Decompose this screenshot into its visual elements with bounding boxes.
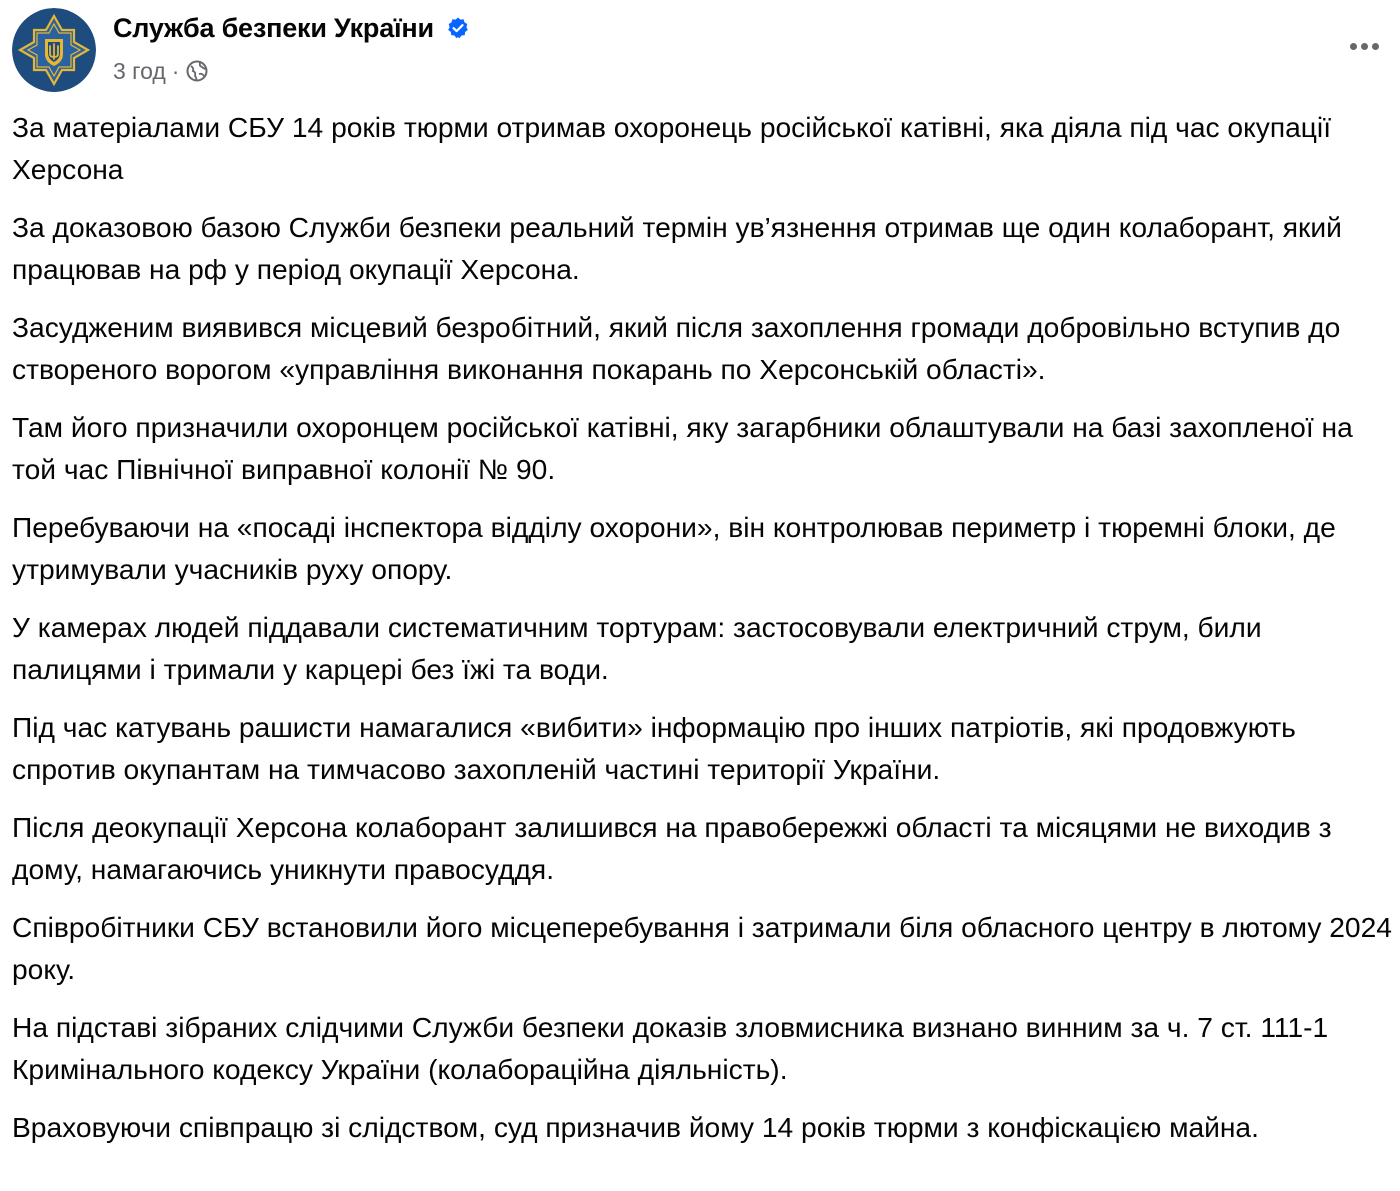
author-row [113,10,470,46]
post-timestamp[interactable]: 3 год [113,57,166,84]
author-name[interactable]: Служба безпеки України [113,12,434,43]
more-dot [1372,43,1379,50]
post-paragraph: Після деокупації Херсона колаборант залишився на правобережжі області та місяцями не виходив з дому, намагаючись уникнути правосуддя. [12,811,1332,885]
post-paragraph: За матеріалами СБУ 14 років тюрми отримав охоронець російської катівні, яка діяла під час окупації Херсона [12,111,1332,185]
post-paragraph: Засудженим виявився місцевий безробітний, який після захоплення громади добровільно вступив до створеного ворогом «управління виконання покарань по Херсонській області». [12,311,1341,385]
sbu-emblem-logo [12,8,96,92]
post-paragraph: У камерах людей піддавали систематичним тортурам: застосовували електричний струм, били палицями і тримали у карцері без їжі та води. [12,611,1262,685]
post-meta [113,56,209,86]
verified-badge-icon [446,16,470,40]
post-header [10,8,1390,94]
more-options-icon[interactable] [1338,28,1390,64]
post-paragraph: За доказовою базою Служби безпеки реальний термін ув’язнення отримав ще один колаборант, який працював на рф у період окупації Херсона. [12,211,1342,285]
post-paragraph: Співробітники СБУ встановили його місцеперебування і затримали біля обласного центру в лютому 2024 року. [12,911,1392,985]
meta-separator: · [171,57,180,84]
more-dot [1361,43,1368,50]
post-paragraph: Під час катувань рашисти намагалися «вибити» інформацію про інших патріотів, які продовжують спротив окупантам на тимчасово захопленій частині території України. [12,711,1296,785]
post-text [12,106,1398,1164]
post-paragraph: Там його призначили охоронцем російської катівні, яку загарбники облаштували на базі захопленої на той час Північної виправної колонії № 90. [12,411,1353,485]
post-paragraph: На підставі зібраних слідчими Служби безпеки доказів зловмисника визнано винним за ч. 7 ст. 111-1 Кримінального кодексу України (колабораційна діяльність). [12,1011,1329,1085]
post-paragraph: Враховуючи співпрацю зі слідством, суд призначив йому 14 років тюрми з конфіскацією майна. [12,1111,1259,1143]
post-paragraph: Перебуваючи на «посаді інспектора відділу охорони», він контролював периметр і тюремні блоки, де утримували учасників руху опору. [12,511,1336,585]
more-dot [1350,43,1357,50]
globe-icon[interactable] [185,59,209,83]
page-avatar[interactable] [12,8,96,92]
